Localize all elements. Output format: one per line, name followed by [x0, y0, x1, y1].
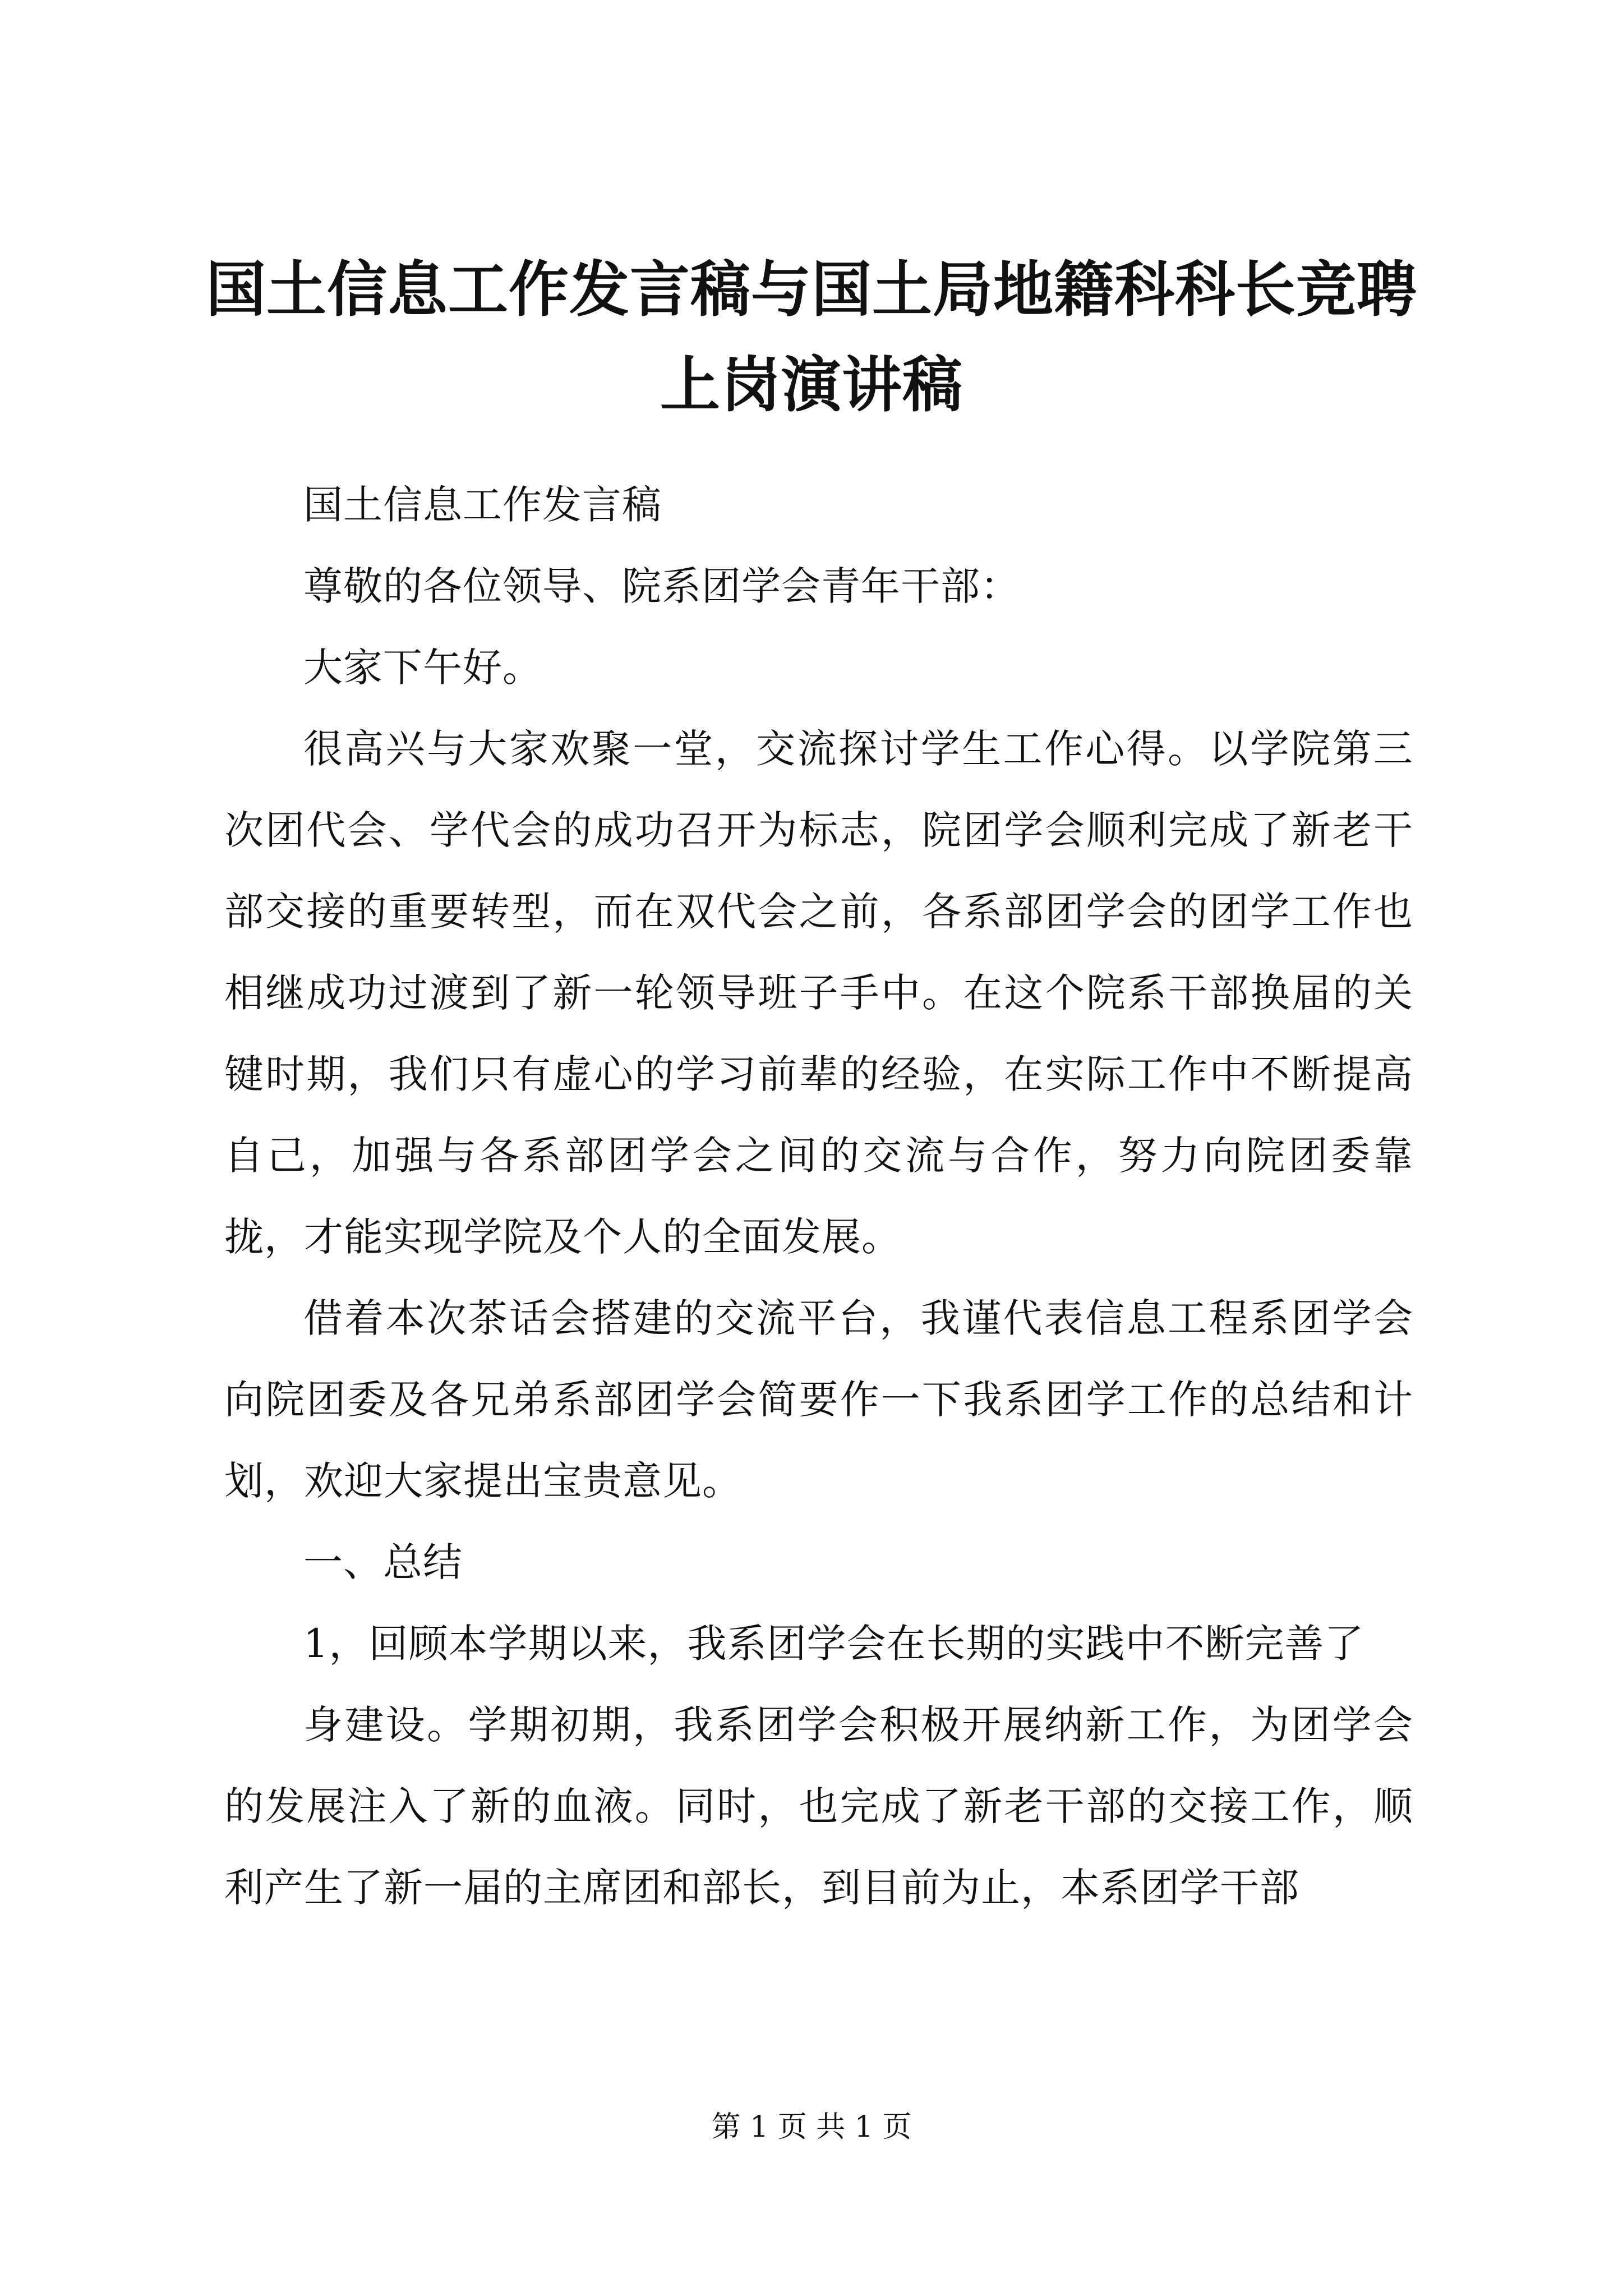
paragraph-greeting: 大家下午好。: [303, 645, 542, 691]
paragraph-continuation: 身建设。学期初期，我系团学会积极开展纳新工作，为团学会的发展注入了新的血液。同时，也完成了新老干部的交接工作，顺利产生了新一届的主席团和部长，到目前为止，本系团学干部: [224, 1702, 1413, 1911]
section-heading-summary: 一、总结: [303, 1539, 463, 1585]
document-body: [224, 464, 1413, 1929]
document-title: 国土信息工作发言稿与国土局地籍科科长竞聘上岗演讲稿: [205, 255, 1417, 420]
paragraph-salutation: 尊敬的各位领导、院系团学会青年干部：: [303, 563, 1020, 609]
paragraph-purpose: 借着本次茶话会搭建的交流平台，我谨代表信息工程系团学会向院团委及各兄弟系部团学会简要作一下我系团学工作的总结和计划，欢迎大家提出宝贵意见。: [224, 1295, 1413, 1504]
page-footer: 第 1 页 共 1 页: [711, 2110, 912, 2144]
paragraph-intro: 很高兴与大家欢聚一堂，交流探讨学生工作心得。以学院第三次团代会、学代会的成功召开为标志，院团学会顺利完成了新老干部交接的重要转型，而在双代会之前，各系部团学会的团学工作也相继成功过渡到了新一轮领导班子手中。在这个院系干部换届的关键时期，我们只有虚心的学习前辈的经验，在实际工作中不断提高自己，加强与各系部团学会之间的交流与合作，努力向院团委靠拢，才能实现学院及个人的全面发展。: [224, 726, 1413, 1260]
paragraph-heading: 国土信息工作发言稿: [303, 482, 662, 528]
paragraph-point-1: 1，回顾本学期以来，我系团学会在长期的实践中不断完善了: [303, 1621, 1364, 1667]
